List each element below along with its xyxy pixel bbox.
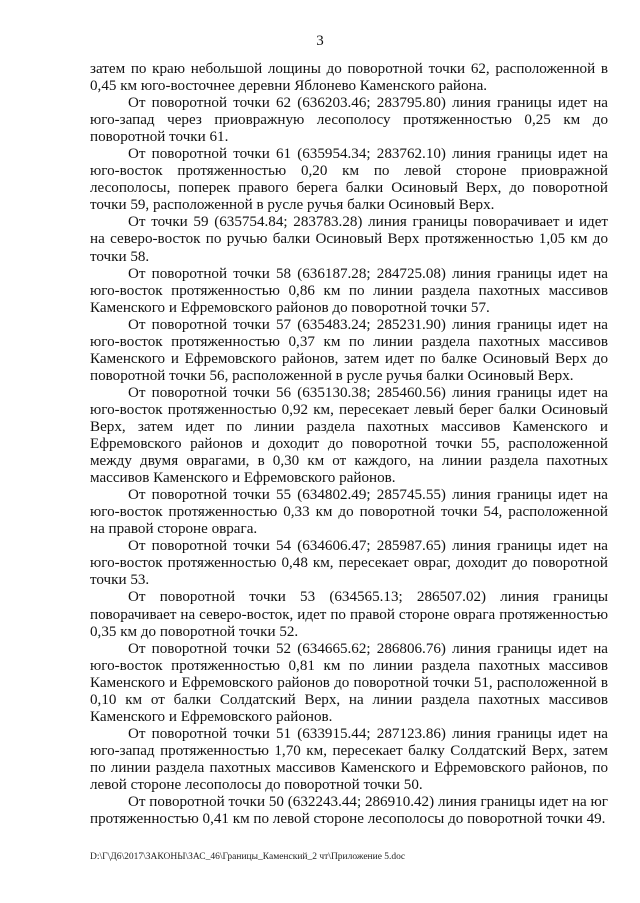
paragraph-10: От поворотной точки 53 (634565.13; 286507.02) линия границы поворачивает на северо-восток, идет по правой стороне оврага протяженностью 0,35 км до поворотной точки 52. xyxy=(90,589,608,640)
document-body xyxy=(90,61,608,828)
paragraph-6: От поворотной точки 57 (635483.24; 285231.90) линия границы идет на юго-восток протяженностью 0,37 км по линии раздела пахотных массивов Каменского и Ефремовского районов, затем идет по балке Осиновый Верх до поворотной точки 56, расположенной в русле ручья балки Осиновый Верх. xyxy=(90,316,608,384)
page-number: 3 xyxy=(316,33,324,49)
paragraph-12: От поворотной точки 51 (633915.44; 287123.86) линия границы идет на юго-запад протяженностью 1,70 км, пересекает балку Солдатский Верх, затем по линии раздела пахотных массивов Каменского и Ефремовского районов, по левой стороне лесополосы до поворотной точки 50. xyxy=(90,725,608,793)
paragraph-7: От поворотной точки 56 (635130.38; 285460.56) линия границы идет на юго-восток протяженностью 0,92 км, пересекает левый берег балки Осиновый Верх, затем идет по линии раздела пахотных массивов Каменского и Ефремовского районов и доходит до поворотной точки 55, расположенной между двумя оврагами, в 0,30 км от каждого, на линии раздела пахотных массивов Каменского и Ефремовского районов. xyxy=(90,384,608,487)
paragraph-13: От поворотной точки 50 (632243.44; 286910.42) линия границы идет на юг протяженностью 0,41 км по левой стороне лесополосы до поворотной точки 49. xyxy=(90,794,608,828)
paragraph-9: От поворотной точки 54 (634606.47; 285987.65) линия границы идет на юго-восток протяженностью 0,48 км, пересекает овраг, доходит до поворотной точки 53. xyxy=(90,538,608,589)
paragraph-11: От поворотной точки 52 (634665.62; 286806.76) линия границы идет на юго-восток протяженностью 0,81 км по линии раздела пахотных массивов Каменского и Ефремовского районов до поворотной точки 51, расположенной в 0,10 км от балки Солдатский Верх, на линии раздела пахотных массивов Каменского и Ефремовского районов. xyxy=(90,640,608,725)
paragraph-5: От поворотной точки 58 (636187.28; 284725.08) линия границы идет на юго-восток протяженностью 0,86 км по линии раздела пахотных массивов Каменского и Ефремовского районов до поворотной точки 57. xyxy=(90,265,608,316)
footer-file-path: D:\Г\Д6\2017\ЗАКОНЫ\ЗАС_46\Границы_Каменский_2 чт\Приложение 5.doc xyxy=(90,852,406,862)
paragraph-3: От поворотной точки 61 (635954.34; 283762.10) линия границы идет на юго-восток протяженностью 0,20 км по левой стороне приовражной лесополосы, поперек правого берега балки Осиновый Верх, до поворотной точки 59, расположенной в русле ручья балки Осиновый Верх. xyxy=(90,146,608,214)
paragraph-1: затем по краю небольшой лощины до поворотной точки 62, расположенной в 0,45 км юго-восточнее деревни Яблонево Каменского района. xyxy=(90,61,608,95)
paragraph-4: От точки 59 (635754.84; 283783.28) линия границы поворачивает и идет на северо-восток по ручью балки Осиновый Верх протяженностью 1,05 км до точки 58. xyxy=(90,214,608,265)
paragraph-8: От поворотной точки 55 (634802.49; 285745.55) линия границы идет на юго-восток протяженностью 0,33 км до поворотной точки 54, расположенной на правой стороне оврага. xyxy=(90,487,608,538)
paragraph-2: От поворотной точки 62 (636203.46; 283795.80) линия границы идет на юго-запад через приовражную лесополосу протяженностью 0,25 км до поворотной точки 61. xyxy=(90,95,608,146)
